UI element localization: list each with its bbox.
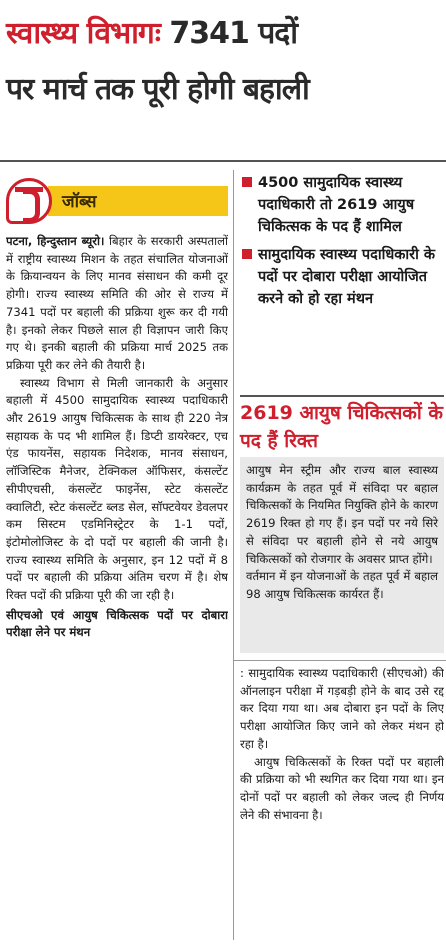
left-column	[6, 233, 228, 938]
highlight-bullets	[242, 172, 442, 316]
right-column	[240, 665, 444, 940]
headline-line-1	[6, 6, 440, 62]
headline	[6, 6, 440, 118]
bullet-item	[242, 244, 442, 310]
box-paragraph-2: वर्तमान में इन योजनाओं के तहत पूर्व में बहाल 98 आयुष चिकित्सक कार्यरत हैं।	[246, 569, 438, 601]
bullet-text: 4500 सामुदायिक स्वास्थ्य पदाधिकारी तो 2619 आयुष चिकित्सक के पद हैं शामिल	[258, 175, 415, 235]
bullet-square-icon	[242, 249, 252, 259]
right-paragraph-1: : सामुदायिक स्वास्थ्य पदाधिकारी (सीएचओ) की ऑनलाइन परीक्षा में गड़बड़ी होने के बाद उसे रद्द कर दिया गया था। अब दोबारा इन पदों के लिए परीक्षा आयोजित किए जाने को लेकर मंथन हो रहा है।	[240, 666, 444, 751]
headline-line-2: पर मार्च तक पूरी होगी बहाली	[6, 72, 309, 107]
section-band	[48, 186, 228, 216]
top-divider	[0, 160, 446, 162]
bullet-text: सामुदायिक स्वास्थ्य पदाधिकारी के पदों पर दोबारा परीक्षा आयोजित करने को हो रहा मंथन	[258, 247, 436, 307]
hindustan-logo-icon	[6, 178, 52, 224]
dateline: पटना, हिन्दुस्तान ब्यूरो।	[6, 234, 105, 248]
right-paragraph-2: आयुष चिकित्सकों के रिक्त पदों पर बहाली की प्रक्रिया को भी स्थगित कर दिया गया था। इन दोनों पदों पर बहाली को लेकर जल्द ही निर्णय लेने की संभावना है।	[240, 754, 444, 822]
bullet-item	[242, 172, 442, 238]
headline-highlight: स्वास्थ्य विभागः	[6, 16, 160, 51]
article-paragraph-1	[6, 233, 228, 375]
column-divider	[233, 170, 234, 940]
article-text-1: बिहार के सरकारी अस्पतालों में राष्ट्रीय स्वास्थ्य मिशन के तहत संचालित योजनाओं के क्रियान्वयन के लिए मानव संसाधन की कमी दूर होगी। राज्य स्वास्थ्य समिति की ओर से राज्य में 7341 पदों पर बहाली की प्रक्रिया शुरू कर दी गयी है। इनको लेकर पिछले साल ही विज्ञापन जारी किए गए थे। इनकी बहाली की प्रक्रिया मार्च 2025 तक प्रक्रिया पूरी कर लेने की तैयारी है।	[6, 234, 228, 372]
box-title: 2619 आयुष चिकित्सकों के पद हैं रिक्त	[240, 395, 444, 455]
headline-number: 7341 पदों	[169, 16, 298, 51]
box-paragraph-1: आयुष मेन स्ट्रीम और राज्य बाल स्वास्थ्य कार्यक्रम के तहत पूर्व में संविदा पर बहाल चिकित्सकों के नियमित नियुक्ति होने के कारण 2619 रिक्त हो गए हैं। इन पदों पर नये सिरे से संविदा पर बहाली होने से नये आयुष चिकित्सकों को रोजगार के अवसर प्राप्त होंगे।	[246, 463, 438, 566]
right-divider	[233, 660, 446, 661]
section-label: जॉब्स	[62, 192, 97, 212]
section-header	[6, 178, 228, 224]
bullet-square-icon	[242, 177, 252, 187]
sub-heading: सीएचओ एवं आयुष चिकित्सक पदों पर दोबारा परीक्षा लेने पर मंथन	[6, 607, 228, 640]
article-paragraph-2: स्वास्थ्य विभाग से मिली जानकारी के अनुसार बहाली में 4500 सामुदायिक स्वास्थ्य पदाधिकारी और 2619 आयुष चिकित्सक के साथ ही 220 नेत्र सहायक के पद भी शामिल हैं। डिप्टी डायरेक्टर, एच एंड फायनेंस, सहायक निदेशक, मानव संसाधन, लॉजिस्टिक मैनेजर, टेक्निकल ऑफिसर, कंसल्टेंट सीपीएचसी, कंसल्टेंट फाइनेंस, स्टेट कंसल्टेंट क्वालिटी, स्टेट कंसल्टेंट ब्लड सेल, सॉफ्टवेयर डेवलपर कम सिस्टम एडमिनिस्ट्रेटर के 1-1 पदों, इंटोमोलोजिस्ट के दो पदों पर बहाली की जानी है। राज्य स्वास्थ्य समिति के अनुसार, इन 12 पदों में 8 पदों पर बहाली की प्रक्रिया अंतिम चरण में है। शेष रिक्त पदों की प्रक्रिया पूरी की जा रही है।	[6, 375, 228, 603]
info-box	[240, 457, 444, 653]
